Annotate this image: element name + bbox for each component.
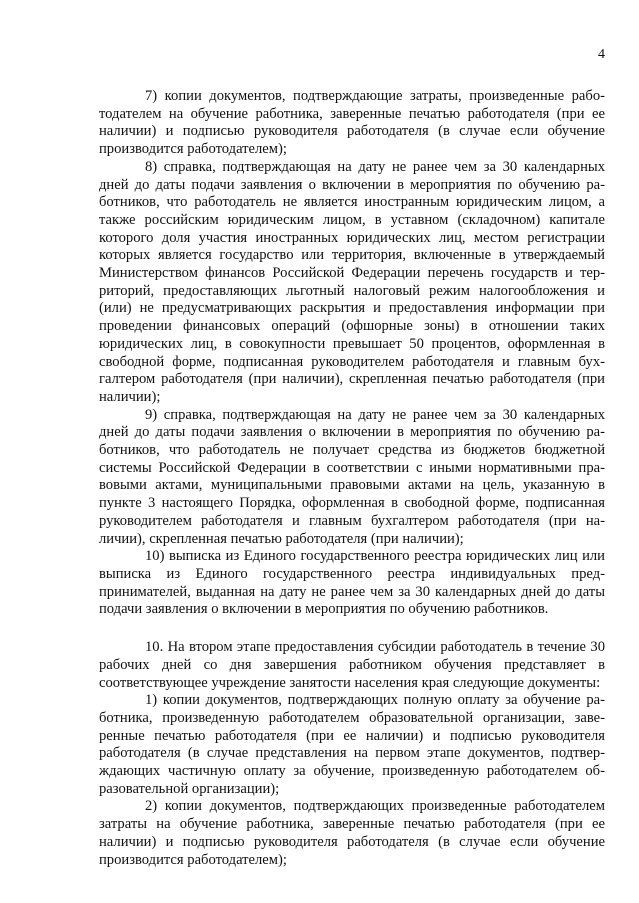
page-number: 4 — [598, 47, 605, 62]
page-body — [99, 88, 605, 869]
paragraph-item-9: 9) справка, подтверждающая на дату не ранее чем за 30 календарных дней до даты подачи заявления о включении в мероприятия по обучению работников, что работодатель не получает средства из бюджетов бюджетной системы Российской Федерации в соответствии с иными нормативными правовыми актами, муниципальными правовыми актами на цель, указанную в пункте 3 настоящего Порядка, оформленная в свободной форме, подписанная руководителем работодателя и главным бухгалтером работодателя (при наличии), скрепленная печатью работодателя (при наличии); — [99, 406, 605, 547]
paragraph-item-10: 10) выписка из Единого государственного реестра юридических лиц или выписка из Единого государственного реестра индивидуальных предпринимателей, выданная на дату не ранее чем за 30 календарных дней до даты подачи заявления о включении в мероприятия по обучению работников. — [99, 548, 605, 618]
paragraph-subitem-2: 2) копии документов, подтверждающих произведенные работодателем затраты на обучение работника, заверенные печатью работодателя (при ее наличии) и подписью руководителя работодателя (в случае если обучение производится работодателем); — [99, 798, 605, 868]
paragraph-item-7: 7) копии документов, подтверждающие затраты, произведенные работодателем на обучение работника, заверенные печатью работодателя (при ее наличии) и подписью руководителя работодателя (в случае если обучение производится работодателем); — [99, 88, 605, 158]
paragraph-item-8: 8) справка, подтверждающая на дату не ранее чем за 30 календарных дней до даты подачи заявления о включении в мероприятия по обучению работников, что работодатель не является иностранным юридическим лицом, а также российским юридическим лицом, в уставном (складочном) капитале которого доля участия иностранных юридических лиц, местом регистрации которых является государство или территория, включенные в утверждаемый Министерством финансов Российской Федерации перечень государств и территорий, предоставляющих льготный налоговый режим налогообложения и (или) не предусматривающих раскрытия и предоставления информации при проведении финансовых операций (офшорные зоны) в отношении таких юридических лиц, в совокупности превышает 50 процентов, оформленная в свободной форме, подписанная руководителем работодателя и главным бухгалтером работодателя (при наличии), скрепленная печатью работодателя (при наличии); — [99, 158, 605, 405]
paragraph-section-10: 10. На втором этапе предоставления субсидии работодатель в течение 30 рабочих дней со дня завершения работником обучения представляет в соответствующее учреждение занятости населения края следующие документы: — [99, 639, 605, 691]
paragraph-subitem-1: 1) копии документов, подтверждающих полную оплату за обучение работника, произведенную работодателем образовательной организации, заверенные печатью работодателя (при ее наличии) и подписью руководителя работодателя (в случае представления на первом этапе документов, подтверждающих частичную оплату за обучение, произведенную работодателем образовательной организации); — [99, 692, 605, 797]
